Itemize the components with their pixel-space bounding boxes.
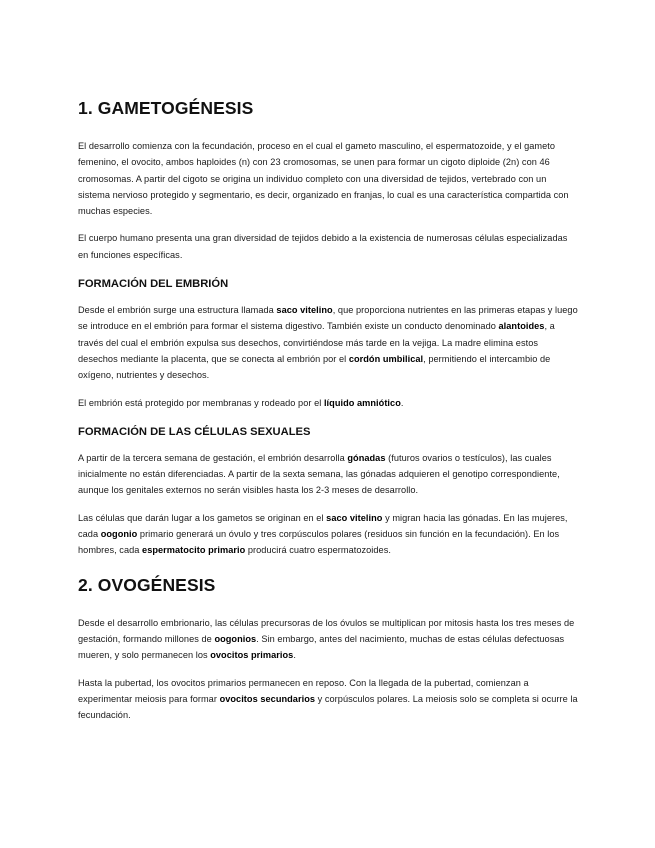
paragraph-liquido-amniotico: El embrión está protegido por membranas y rodeado por el líquido amniótico. <box>78 397 404 408</box>
term-oogonio: oogonio <box>100 529 138 540</box>
paragraph-fecundacion: El desarrollo comienza con la fecundación, proceso en el cual el gameto masculino, el espermatozoide, y el gameto femenino, el ovocito, ambos haploides (n) con 23 cromosomas, se unen para formar un cigoto diploide (2n) con 46 cromosomas. A partir del cigoto se origina un individuo completo con una diversidad de tejidos, vertebrado con un sistema nervioso protegido y segmentario, es decir, organizado en franjas, lo cual es una característica compartida con muchas especies. <box>78 141 569 217</box>
term-gonadas: gónadas <box>347 452 386 463</box>
term-ovocitos-primarios: ovocitos primarios <box>210 650 294 661</box>
paragraph-tejidos: El cuerpo humano presenta una gran diversidad de tejidos debido a la existencia de numerosas células especializadas en funciones específicas. <box>78 233 568 260</box>
term-alantoides: alantoides <box>498 321 545 332</box>
paragraph-gametos-origen: Las células que darán lugar a los gametos se originan en el saco vitelino y migran hacia las gónadas. En las mujeres, cada oogonio primario generará un óvulo y tres corpúsculos polares (residuos sin función en la fecundación). En los hombres, cada espermatocito primario producirá cuatro espermatozoides. <box>78 512 568 556</box>
paragraph-saco-vitelino: Desde el embrión surge una estructura llamada saco vitelino, que proporciona nutrientes en las primeras etapas y luego se introduce en el embrión para formar el sistema digestivo. También existe un conducto denominado alantoides, a través del cual el embrión expulsa sus desechos, convirtiéndose más tarde en la vejiga. La madre elimina estos desechos mediante la placenta, que se conecta al embrión por el cordón umbilical, permitiendo el intercambio de oxígeno, nutrientes y desechos. <box>78 305 578 381</box>
document-content <box>78 95 580 723</box>
term-saco-vitelino-2: saco vitelino <box>326 512 383 523</box>
paragraph-oogonios: Desde el desarrollo embrionario, las células precursoras de los óvulos se multiplican por mitosis hasta los tres meses de gestación, formando millones de oogonios. Sin embargo, antes del nacimiento, muchas de estas células defectuosas mueren, y solo permanecen los ovocitos primarios. <box>78 617 575 661</box>
subheading-celulas-sexuales: FORMACIÓN DE LAS CÉLULAS SEXUALES <box>78 425 311 438</box>
term-saco-vitelino: saco vitelino <box>276 305 333 316</box>
term-oogonios: oogonios <box>214 633 257 644</box>
term-espermatocito-primario: espermatocito primario <box>142 545 246 556</box>
section-heading-gametogenesis: 1. GAMETOGÉNESIS <box>78 98 254 118</box>
paragraph-gonadas: A partir de la tercera semana de gestación, el embrión desarrolla gónadas (futuros ovarios o testículos), las cuales inicialmente no están diferenciadas. A partir de la sexta semana, las gónadas adquieren el genotipo correspondiente, aunque los genitales externos no serán visibles hasta los 2-3 meses de desarrollo. <box>78 452 560 496</box>
section-heading-ovogenesis: 2. OVOGÉNESIS <box>78 574 216 595</box>
subheading-formacion-embrion: FORMACIÓN DEL EMBRIÓN <box>78 278 229 291</box>
paragraph-pubertad: Hasta la pubertad, los ovocitos primarios permanecen en reposo. Con la llegada de la pubertad, comienzan a experimentar meiosis para formar ovocitos secundarios y corpúsculos polares. La meiosis solo se completa si ocurre la fecundación. <box>78 677 578 721</box>
term-ovocitos-secundarios: ovocitos secundarios <box>219 693 316 704</box>
term-cordon-umbilical: cordón umbilical <box>348 353 424 364</box>
term-liquido-amniotico: líquido amniótico <box>323 397 401 408</box>
